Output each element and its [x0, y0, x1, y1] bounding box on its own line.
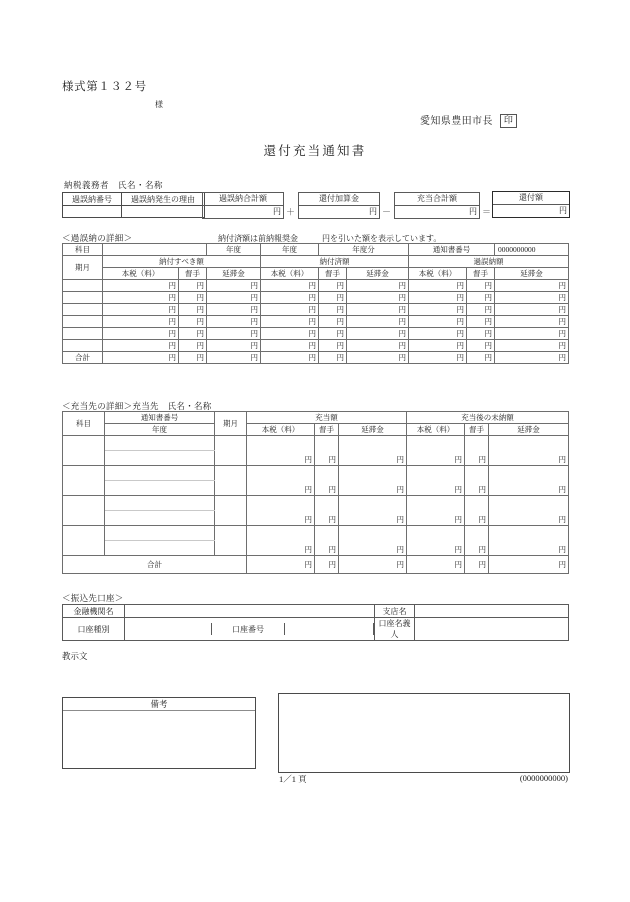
header-overpaid-tax: 本税（料）	[409, 268, 467, 280]
cell-remaining-penalty[interactable]: 円	[465, 496, 489, 526]
cell-payable-penalty[interactable]: 円	[179, 340, 207, 352]
cell-subject[interactable]	[63, 526, 105, 556]
header-subject: 科目	[63, 412, 105, 436]
header-group-paid: 納付済額	[261, 256, 409, 268]
operator-plus: ＋	[286, 207, 296, 217]
cell-payable-tax[interactable]: 円	[103, 280, 179, 292]
cell-overpaid-delinquency[interactable]: 円	[495, 340, 569, 352]
cell-notice-number[interactable]: 0000000000	[495, 244, 569, 256]
overpayment-total-value[interactable]	[203, 206, 283, 218]
header-period: 期月	[215, 412, 247, 436]
total-label: 合計	[63, 556, 247, 574]
cell-fiscal-year[interactable]	[105, 511, 215, 526]
cell-overpaid-delinquency[interactable]: 円	[495, 304, 569, 316]
cell-overpaid-delinquency[interactable]: 円	[495, 280, 569, 292]
allocation-total-box	[394, 192, 480, 219]
cell-paid-delinquency[interactable]: 円	[347, 316, 409, 328]
table-row	[63, 292, 569, 304]
cell-remaining-delinquency[interactable]: 円	[489, 466, 569, 496]
cell-remaining-tax[interactable]: 円	[407, 496, 465, 526]
cell-alloc-tax[interactable]: 円	[247, 496, 315, 526]
table-row	[63, 526, 569, 541]
cell-paid-delinquency[interactable]: 円	[347, 280, 409, 292]
cell-paid-penalty[interactable]: 円	[319, 304, 347, 316]
cell-payable-penalty[interactable]: 円	[179, 280, 207, 292]
header-overpayment-reason: 過誤納発生の理由	[122, 193, 205, 206]
cell-payable-penalty[interactable]: 円	[179, 316, 207, 328]
refund-interest-value[interactable]	[299, 206, 379, 218]
allocation-table-body	[63, 436, 569, 556]
cell-payable-tax[interactable]: 円	[103, 328, 179, 340]
cell-fiscal-year[interactable]	[105, 481, 215, 496]
cell-period[interactable]	[63, 316, 103, 328]
bank-row-1	[63, 605, 569, 618]
header-paid-delinquency: 延滞金	[347, 268, 409, 280]
cell-paid-tax[interactable]: 円	[261, 340, 319, 352]
cell-payable-penalty[interactable]: 円	[179, 328, 207, 340]
bank-account-caption: ＜振込先口座＞	[62, 593, 124, 603]
header-remaining-delinquency: 延滞金	[489, 424, 569, 436]
label-account-number: 口座番号	[212, 623, 285, 635]
cell-paid-penalty[interactable]: 円	[319, 280, 347, 292]
label-account-holder: 口座名義人	[375, 618, 415, 641]
header-alloc-delinquency: 延滞金	[339, 424, 407, 436]
cell-remaining-penalty[interactable]: 円	[465, 436, 489, 466]
table-subheader-row	[63, 424, 569, 436]
cell-payable-tax[interactable]: 円	[103, 304, 179, 316]
total-alloc-delinquency: 円	[339, 556, 407, 574]
header-overpaid-penalty: 督手	[467, 268, 495, 280]
page-title: 還付充当通知書	[263, 144, 367, 158]
remarks-label: 備考	[63, 698, 255, 711]
cell-overpaid-tax[interactable]: 円	[409, 280, 467, 292]
yen-unit: 円	[559, 206, 567, 215]
cell-remaining-delinquency[interactable]: 円	[489, 496, 569, 526]
cell-remaining-tax[interactable]: 円	[407, 466, 465, 496]
field-account-number[interactable]	[285, 623, 374, 635]
label-branch-name: 支店名	[375, 605, 415, 618]
refund-amount-caption: 還付額	[493, 192, 569, 205]
bank-row-2	[63, 618, 569, 641]
table-group-header-row	[63, 256, 569, 268]
table-row	[63, 436, 569, 451]
header-group-allocated: 充当額	[247, 412, 407, 424]
cell-alloc-delinquency[interactable]: 円	[339, 466, 407, 496]
total-payable-tax: 円	[103, 352, 179, 364]
table-row	[63, 328, 569, 340]
header-fiscal-year: 年度	[105, 424, 215, 436]
refund-interest-caption: 還付加算金	[299, 193, 379, 206]
cell-overpaid-tax[interactable]: 円	[409, 304, 467, 316]
cell-fiscal-year[interactable]	[105, 451, 215, 466]
header-period: 期月	[63, 256, 103, 280]
overpayment-table-body	[63, 280, 569, 352]
operator-equals: ＝	[482, 207, 492, 217]
header-group-remaining: 充当後の未納額	[407, 412, 569, 424]
cell-paid-penalty[interactable]: 円	[319, 316, 347, 328]
cell-subject-value[interactable]	[103, 244, 207, 256]
cell-notice-number[interactable]	[105, 466, 215, 481]
cell-overpaid-penalty[interactable]: 円	[467, 340, 495, 352]
cell-payable-penalty[interactable]: 円	[179, 292, 207, 304]
cell-fiscal-year[interactable]	[105, 541, 215, 556]
cell-subject[interactable]	[63, 496, 105, 526]
cell-overpaid-penalty[interactable]: 円	[467, 292, 495, 304]
cell-paid-tax[interactable]: 円	[261, 304, 319, 316]
cell-overpayment-number[interactable]	[63, 206, 122, 218]
total-payable-penalty: 円	[179, 352, 207, 364]
table-total-row	[63, 352, 569, 364]
addressee-honorific: 様	[155, 100, 163, 109]
cell-alloc-delinquency[interactable]: 円	[339, 496, 407, 526]
issuer-name: 愛知県豊田市長	[420, 116, 493, 127]
header-remaining-penalty: 督手	[465, 424, 489, 436]
label-year-2: 年度	[261, 244, 319, 256]
free-text-value	[279, 694, 569, 700]
cell-alloc-tax[interactable]: 円	[247, 436, 315, 466]
cell-payable-tax[interactable]: 円	[103, 340, 179, 352]
table-row	[63, 496, 569, 511]
cell-notice-number[interactable]	[105, 496, 215, 511]
label-account-type: 口座種別	[63, 618, 125, 641]
cell-paid-tax[interactable]: 円	[261, 280, 319, 292]
cell-overpaid-penalty[interactable]: 円	[467, 304, 495, 316]
allocation-detail-caption: ＜充当先の詳細＞充当先 氏名・名称	[62, 401, 212, 411]
cell-period[interactable]	[215, 466, 247, 496]
cell-paid-tax[interactable]: 円	[261, 316, 319, 328]
table-row	[63, 280, 569, 292]
total-alloc-penalty: 円	[315, 556, 339, 574]
total-paid-delinquency: 円	[347, 352, 409, 364]
table-row	[63, 316, 569, 328]
field-account-holder[interactable]	[415, 618, 569, 641]
cell-remaining-tax[interactable]: 円	[407, 526, 465, 556]
label-subject: 科目	[63, 244, 103, 256]
info-row	[63, 244, 569, 256]
cell-period[interactable]	[63, 328, 103, 340]
allocation-detail-table	[62, 411, 569, 574]
label-year-1: 年度	[207, 244, 261, 256]
total-paid-penalty: 円	[319, 352, 347, 364]
remarks-box	[62, 697, 256, 769]
total-remaining-delinquency: 円	[489, 556, 569, 574]
cell-notice-number[interactable]	[105, 436, 215, 451]
overpayment-reason-table	[62, 192, 205, 218]
table-header-row	[63, 193, 205, 206]
header-overpaid-delinquency: 延滞金	[495, 268, 569, 280]
operator-minus: －	[382, 207, 392, 217]
header-alloc-tax: 本税（料）	[247, 424, 315, 436]
cell-paid-penalty[interactable]: 円	[319, 328, 347, 340]
cell-period[interactable]	[215, 526, 247, 556]
header-paid-penalty: 督手	[319, 268, 347, 280]
remarks-value[interactable]	[63, 711, 255, 771]
bank-account-table	[62, 604, 569, 641]
issuer-line	[420, 112, 517, 128]
table-row	[63, 206, 205, 218]
field-account-type[interactable]	[125, 623, 212, 635]
header-payable-delinquency: 延滞金	[207, 268, 261, 280]
cell-period[interactable]	[63, 292, 103, 304]
cell-overpaid-delinquency[interactable]: 円	[495, 316, 569, 328]
header-remaining-tax: 本税（料）	[407, 424, 465, 436]
label-bank-name: 金融機関名	[63, 605, 125, 618]
header-payable-penalty: 督手	[179, 268, 207, 280]
cell-notice-number[interactable]	[105, 526, 215, 541]
total-overpaid-delinquency: 円	[495, 352, 569, 364]
header-notice-number: 通知書番号	[105, 412, 215, 424]
cell-payable-delinquency[interactable]: 円	[207, 304, 261, 316]
label-year-3: 年度分	[319, 244, 409, 256]
total-remaining-tax: 円	[407, 556, 465, 574]
refund-amount-value[interactable]	[493, 205, 569, 217]
allocation-total-caption: 充当合計額	[395, 193, 479, 206]
cell-paid-penalty[interactable]: 円	[319, 292, 347, 304]
yen-unit: 円	[369, 207, 377, 216]
table-total-row	[63, 556, 569, 574]
cell-payable-delinquency[interactable]: 円	[207, 280, 261, 292]
table-group-header-row	[63, 412, 569, 424]
cell-overpaid-tax[interactable]: 円	[409, 292, 467, 304]
cell-alloc-penalty[interactable]: 円	[315, 496, 339, 526]
table-row	[63, 340, 569, 352]
cell-payable-tax[interactable]: 円	[103, 292, 179, 304]
header-group-payable: 納付すべき額	[103, 256, 261, 268]
total-overpaid-penalty: 円	[467, 352, 495, 364]
header-group-overpaid: 過誤納額	[409, 256, 569, 268]
cell-alloc-delinquency[interactable]: 円	[339, 526, 407, 556]
cell-overpaid-penalty[interactable]: 円	[467, 316, 495, 328]
total-paid-tax: 円	[261, 352, 319, 364]
cell-alloc-tax[interactable]: 円	[247, 466, 315, 496]
cell-period[interactable]	[63, 340, 103, 352]
cell-period[interactable]	[215, 436, 247, 466]
account-subrow	[125, 618, 375, 641]
cell-payable-delinquency[interactable]: 円	[207, 292, 261, 304]
cell-payable-tax[interactable]: 円	[103, 316, 179, 328]
cell-paid-delinquency[interactable]: 円	[347, 292, 409, 304]
overpayment-detail-note: 納付済額は前納報奨金 円を引いた額を表示しています。	[218, 234, 442, 243]
cell-remaining-tax[interactable]: 円	[407, 436, 465, 466]
free-text-box[interactable]	[278, 693, 570, 773]
document-code: (0000000000)	[519, 773, 568, 783]
yen-unit: 円	[273, 207, 281, 216]
cell-paid-penalty[interactable]: 円	[319, 340, 347, 352]
cell-remaining-delinquency[interactable]: 円	[489, 436, 569, 466]
cell-remaining-penalty[interactable]: 円	[465, 526, 489, 556]
field-branch-name[interactable]	[415, 605, 569, 618]
cell-payable-delinquency[interactable]: 円	[207, 340, 261, 352]
yen-unit: 円	[469, 207, 477, 216]
refund-interest-box	[298, 192, 380, 219]
seal-icon: 印	[500, 114, 517, 128]
cell-payable-penalty[interactable]: 円	[179, 304, 207, 316]
cell-payable-delinquency[interactable]: 円	[207, 316, 261, 328]
cell-alloc-tax[interactable]: 円	[247, 526, 315, 556]
cell-period[interactable]	[63, 280, 103, 292]
header-payable-tax: 本税（料）	[103, 268, 179, 280]
cell-subject[interactable]	[63, 466, 105, 496]
cell-overpaid-delinquency[interactable]: 円	[495, 328, 569, 340]
page-indicator: 1／1 頁	[279, 774, 307, 784]
cell-overpayment-reason[interactable]	[122, 206, 205, 218]
cell-overpaid-penalty[interactable]: 円	[467, 280, 495, 292]
cell-period[interactable]	[215, 496, 247, 526]
cell-remaining-delinquency[interactable]: 円	[489, 526, 569, 556]
overpayment-total-box	[202, 192, 284, 219]
overpayment-total-caption: 過誤納合計額	[203, 193, 283, 206]
refund-amount-box	[492, 191, 570, 218]
taxpayer-label: 納税義務者 氏名・名称	[64, 180, 164, 190]
table-subheader-row	[63, 268, 569, 280]
total-alloc-tax: 円	[247, 556, 315, 574]
cell-overpaid-tax[interactable]: 円	[409, 328, 467, 340]
cell-paid-tax[interactable]: 円	[261, 292, 319, 304]
form-number: 様式第１３２号	[62, 81, 147, 93]
cell-alloc-penalty[interactable]: 円	[315, 526, 339, 556]
cell-overpaid-tax[interactable]: 円	[409, 316, 467, 328]
cell-overpaid-delinquency[interactable]: 円	[495, 292, 569, 304]
cell-alloc-penalty[interactable]: 円	[315, 436, 339, 466]
cell-paid-tax[interactable]: 円	[261, 328, 319, 340]
instruction-text-label: 教示文	[62, 651, 88, 661]
cell-period[interactable]	[63, 304, 103, 316]
header-overpayment-number: 過誤納番号	[63, 193, 122, 206]
overpayment-detail-table	[62, 243, 569, 364]
total-overpaid-tax: 円	[409, 352, 467, 364]
allocation-total-value[interactable]	[395, 206, 479, 218]
cell-overpaid-penalty[interactable]: 円	[467, 328, 495, 340]
cell-paid-delinquency[interactable]: 円	[347, 304, 409, 316]
overpayment-detail-caption: ＜過誤納の詳細＞	[62, 233, 133, 243]
cell-paid-delinquency[interactable]: 円	[347, 340, 409, 352]
header-alloc-penalty: 督手	[315, 424, 339, 436]
total-payable-delinquency: 円	[207, 352, 261, 364]
cell-payable-delinquency[interactable]: 円	[207, 328, 261, 340]
total-remaining-penalty: 円	[465, 556, 489, 574]
cell-paid-delinquency[interactable]: 円	[347, 328, 409, 340]
cell-alloc-delinquency[interactable]: 円	[339, 436, 407, 466]
table-row	[63, 466, 569, 481]
label-notice-number: 通知書番号	[409, 244, 495, 256]
cell-overpaid-tax[interactable]: 円	[409, 340, 467, 352]
header-paid-tax: 本税（料）	[261, 268, 319, 280]
total-label: 合計	[63, 352, 103, 364]
table-row	[63, 304, 569, 316]
cell-alloc-penalty[interactable]: 円	[315, 466, 339, 496]
cell-subject[interactable]	[63, 436, 105, 466]
cell-remaining-penalty[interactable]: 円	[465, 466, 489, 496]
field-bank-name[interactable]	[125, 605, 375, 618]
